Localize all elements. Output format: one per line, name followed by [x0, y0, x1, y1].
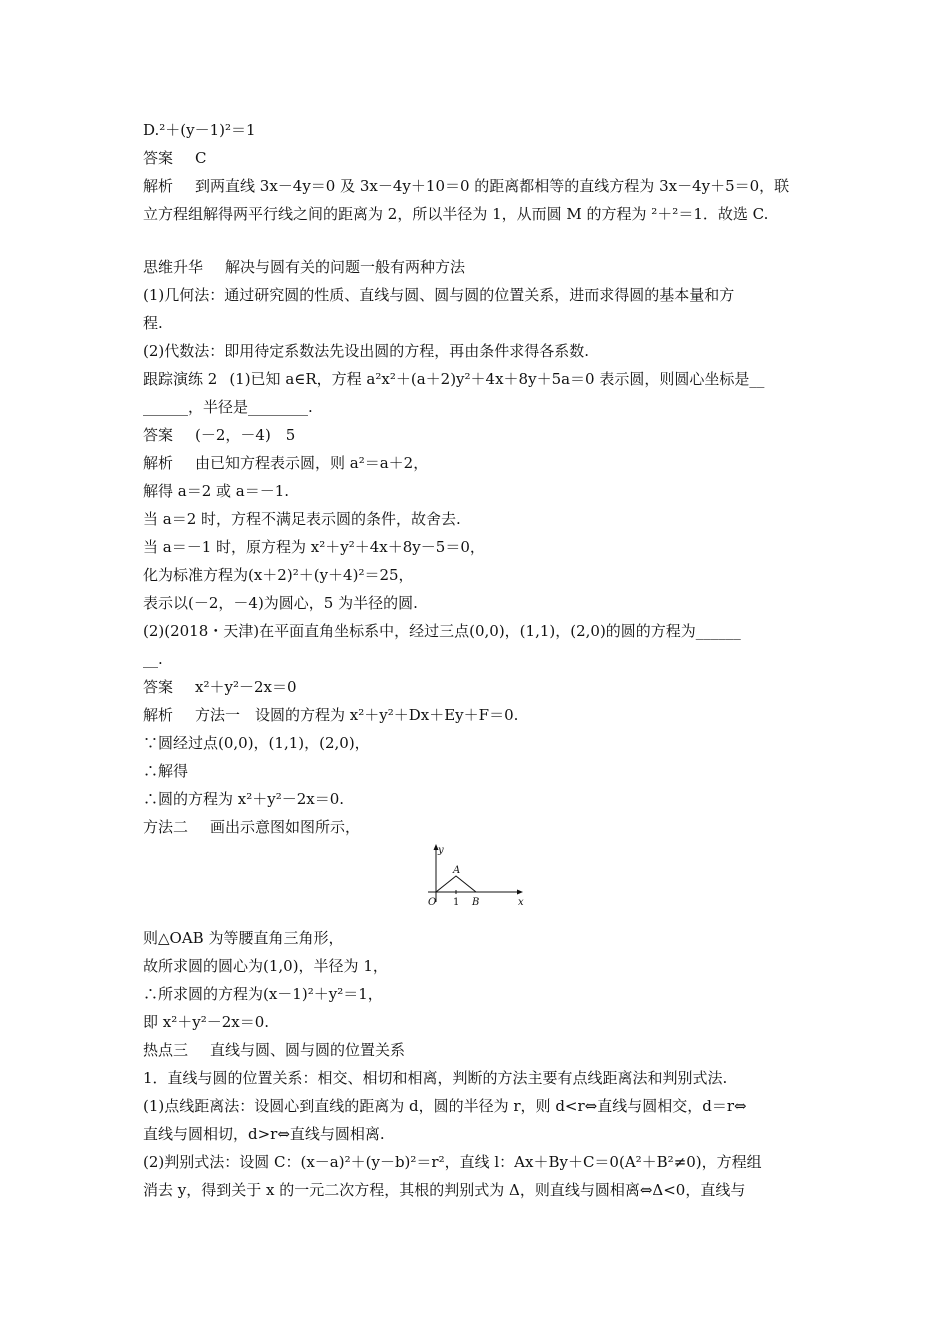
- text-line: (2)代数法：即用待定系数法先设出圆的方程，再由条件求得各系数.: [143, 342, 590, 360]
- text-line: 1．直线与圆的位置关系：相交、相切和相离，判断的方法主要有点线距离法和判别式法.: [143, 1069, 728, 1087]
- analysis-line: 解析 方法一 设圆的方程为 x²＋y²＋Dx＋Ey＋F＝0.: [143, 706, 519, 724]
- text-line: (1)几何法：通过研究圆的性质、直线与圆、圆与圆的位置关系，进而求得圆的基本量和方: [143, 286, 735, 304]
- tick-label: 1: [453, 897, 460, 908]
- text-line: 当 a＝2 时，方程不满足表示圆的条件，故舍去.: [143, 510, 461, 528]
- text-line: 则△OAB 为等腰直角三角形，: [143, 929, 344, 947]
- method-two-line: 方法二 画出示意图如图所示，: [143, 818, 361, 836]
- text-line: 立方程组解得两平行线之间的距离为 2，所以半径为 1，从而圆 M 的方程为 ²＋²＝1．故选 C.: [143, 205, 769, 223]
- answer-line: 答案 (－2，－4) 5: [143, 426, 296, 444]
- triangle-oab: [436, 876, 476, 892]
- analysis-line: 解析 由已知方程表示圆，则 a²＝a＋2，: [143, 454, 429, 472]
- text-line: 故所求圆的圆心为(1,0)，半径为 1，: [143, 957, 388, 975]
- option-d: D.²＋(y－1)²＝1: [143, 121, 256, 139]
- text-line: ∴圆的方程为 x²＋y²－2x＝0.: [143, 790, 345, 808]
- text-line: ∴所求圆的方程为(x－1)²＋y²＝1，: [143, 985, 383, 1003]
- text-line: (2)判别式法：设圆 C：(x－a)²＋(y－b)²＝r²，直线 l：Ax＋By＋C＝0(A²＋B²≠0)，方程组: [143, 1153, 762, 1171]
- coordinate-figure: [420, 842, 530, 910]
- section-heading: 热点三 直线与圆、圆与圆的位置关系: [143, 1041, 406, 1059]
- answer-line: 答案 x²＋y²－2x＝0: [143, 678, 297, 696]
- exercise-heading: 跟踪演练 2 (1)已知 a∈R，方程 a²x²＋(a＋2)y²＋4x＋8y＋5a＝0 表示圆，则圆心坐标是__: [143, 370, 765, 388]
- text-line: ∵圆经过点(0,0)，(1,1)，(2,0)，: [143, 734, 370, 752]
- text-line: 直线与圆相切，d>r⇔直线与圆相离.: [143, 1125, 385, 1143]
- point-a-label: A: [453, 865, 461, 876]
- analysis-line: 解析 到两直线 3x－4y＝0 及 3x－4y＋10＝0 的距离都相等的直线方程为 3x－4y＋5＝0，联: [143, 177, 790, 195]
- text-line: (1)点线距离法：设圆心到直线的距离为 d，圆的半径为 r，则 d<r⇔直线与圆相交，d＝r⇔: [143, 1097, 747, 1115]
- text-line: 程.: [143, 314, 163, 332]
- y-axis-label: y: [438, 845, 444, 856]
- text-line: 化为标准方程为(x＋2)²＋(y＋4)²＝25，: [143, 566, 414, 584]
- answer-line: 答案 C: [143, 149, 207, 167]
- x-axis-label: x: [518, 897, 524, 908]
- point-b-label: B: [472, 897, 480, 908]
- text-line: 解得 a＝2 或 a＝－1.: [143, 482, 290, 500]
- x-axis-arrow: [517, 890, 523, 895]
- text-line: ______，半径是________.: [143, 398, 313, 416]
- text-line: 当 a＝－1 时，原方程为 x²＋y²＋4x＋8y－5＝0，: [143, 538, 485, 556]
- text-line: 即 x²＋y²－2x＝0.: [143, 1013, 270, 1031]
- origin-label: O: [428, 897, 437, 908]
- text-line: ∴解得: [143, 762, 189, 780]
- text-line: (2)(2018・天津)在平面直角坐标系中，经过三点(0,0)，(1,1)，(2,0)的圆的方程为______: [143, 622, 741, 640]
- text-line: 表示以(－2，－4)为圆心，5 为半径的圆.: [143, 594, 418, 612]
- text-line: __.: [143, 650, 163, 668]
- section-heading: 思维升华 解决与圆有关的问题一般有两种方法: [143, 258, 466, 276]
- text-line: 消去 y，得到关于 x 的一元二次方程，其根的判别式为 Δ，则直线与圆相离⇔Δ<0，直线与: [143, 1181, 746, 1199]
